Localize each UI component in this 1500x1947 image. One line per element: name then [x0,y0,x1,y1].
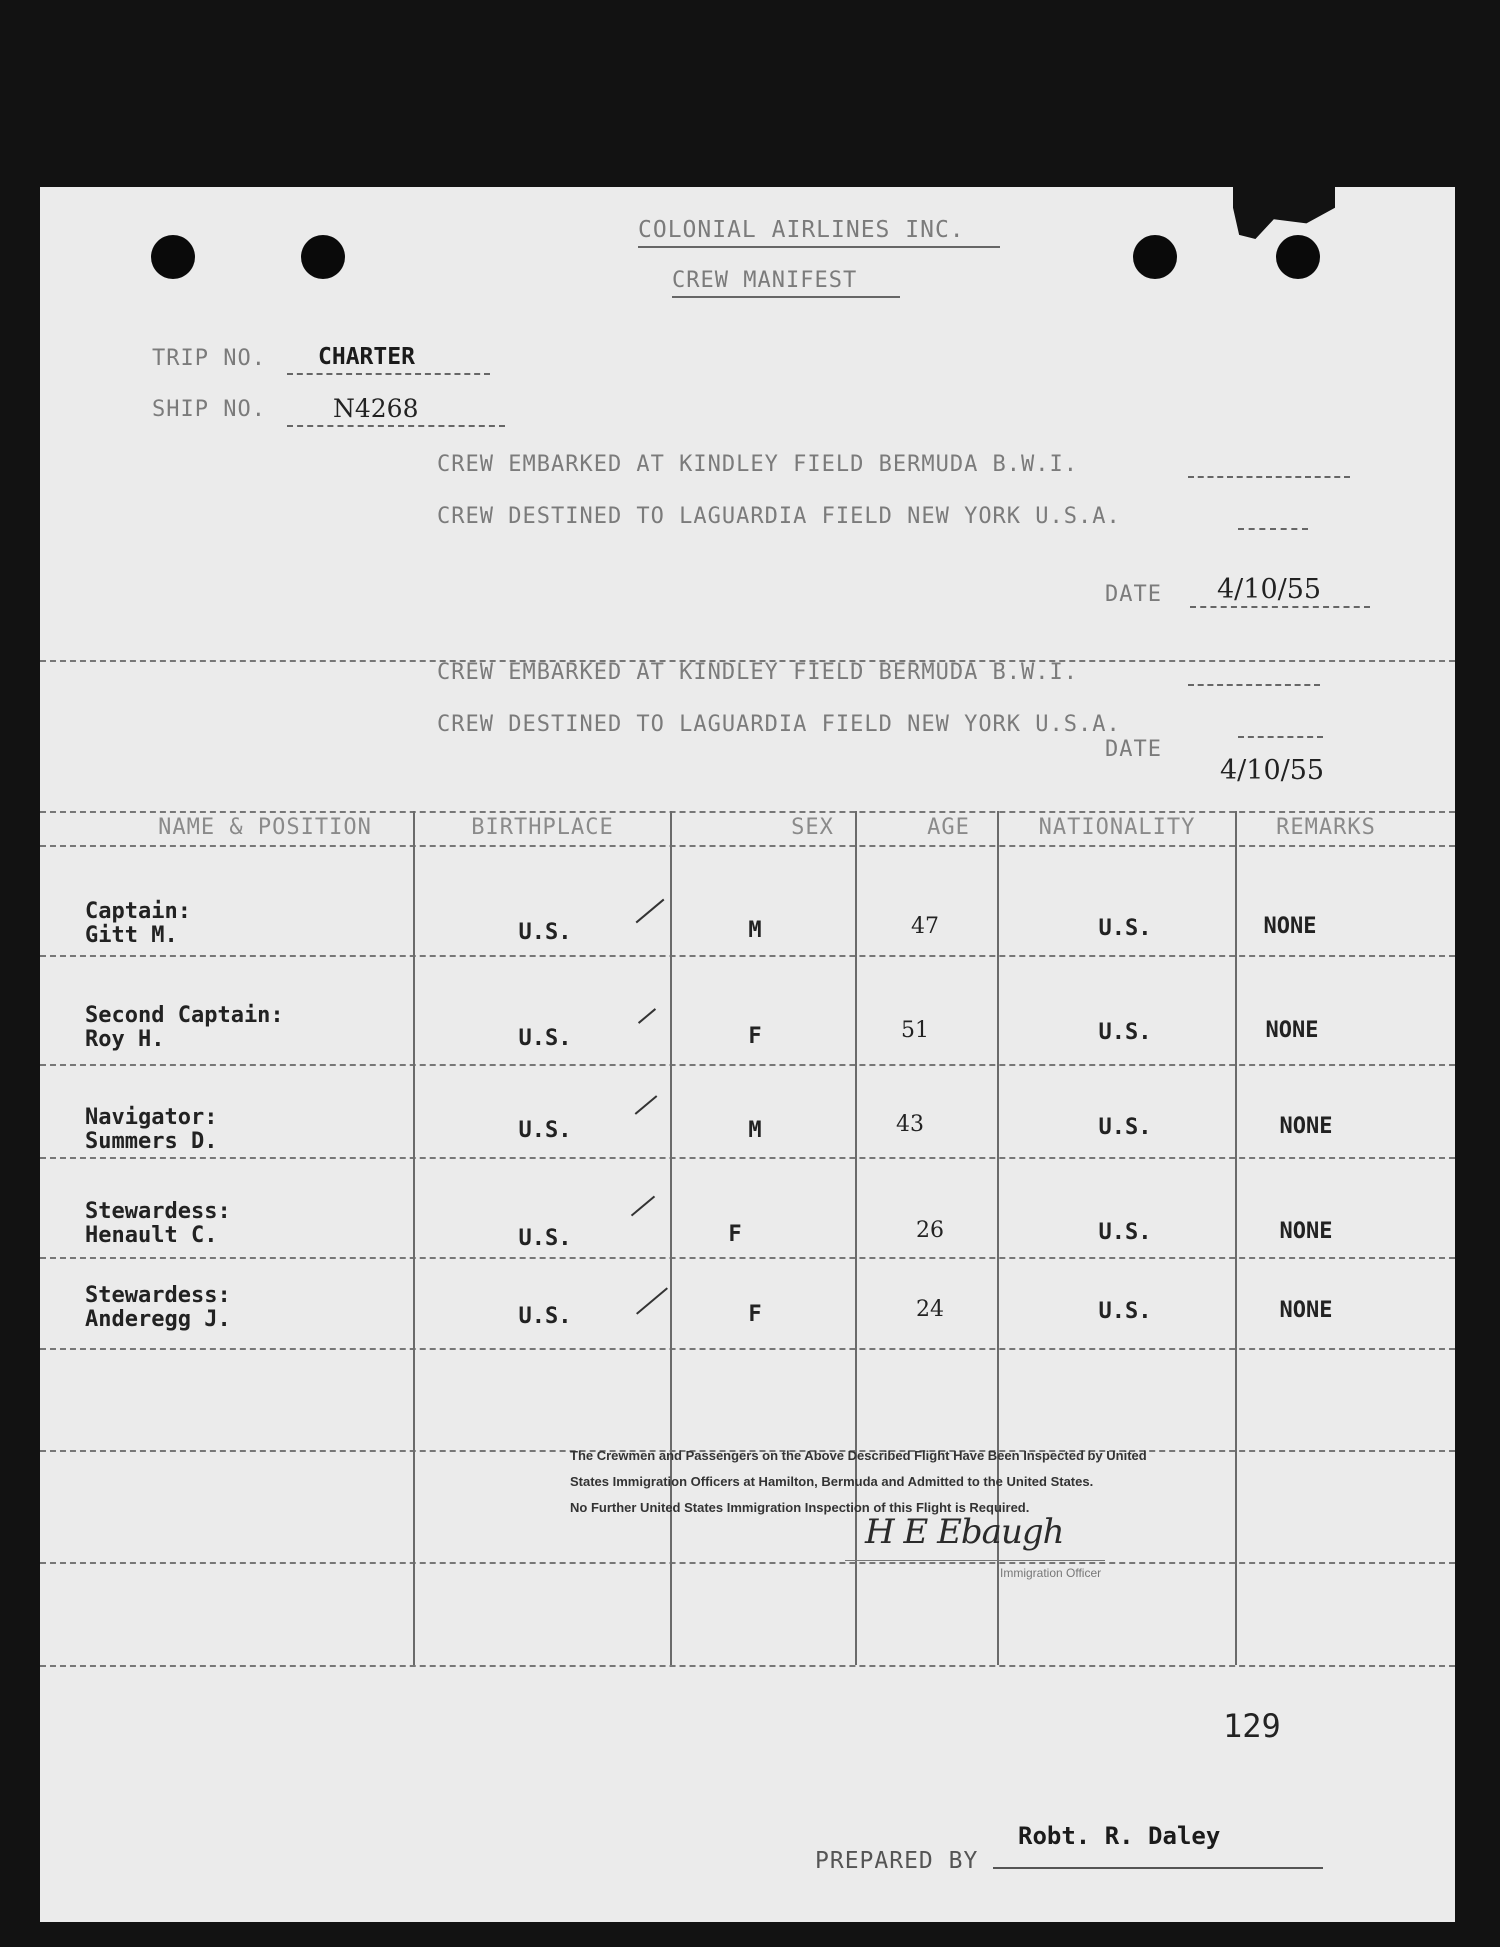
company-name: COLONIAL AIRLINES INC. [638,217,965,243]
sex-cell: F [748,1024,762,1049]
crew-name: Summers D. [85,1129,218,1154]
sex-cell: F [748,1302,762,1327]
page-number: 129 [1223,1707,1281,1745]
stamp-line-1: The Crewmen and Passengers on the Above Described Flight Have Been Inspected by United [570,1448,1147,1463]
table-row [85,900,191,948]
remarks-cell: NONE [1265,1018,1319,1043]
punch-hole [1276,235,1320,279]
crew-name: Gitt M. [85,923,178,948]
sex-cell: F [728,1222,742,1247]
stamp-line-2: States Immigration Officers at Hamilton, Bermuda and Admitted to the United States. [570,1474,1094,1489]
ship-label: SHIP NO. [152,397,266,422]
header-remarks: REMARKS [1276,815,1376,840]
manifest-page [40,187,1455,1922]
ship-value: N4268 [333,394,419,423]
stamp-line-3: No Further United States Immigration Inspection of this Flight is Required. [570,1500,1030,1515]
immigration-stamp [570,1443,1147,1521]
birthplace-cell: U.S. [518,1118,572,1143]
punch-hole [1133,235,1177,279]
nationality-cell: U.S. [1098,1115,1152,1140]
age-cell: 26 [916,1218,944,1243]
date-value: 4/10/55 [1217,574,1322,605]
header-birthplace: BIRTHPLACE [471,815,614,840]
destined-text: CREW DESTINED TO LAGUARDIA FIELD NEW YORK U.S.A. [437,504,1121,529]
embarked-text: CREW EMBARKED AT KINDLEY FIELD BERMUDA B.W.I. [437,452,1079,477]
age-cell: 24 [916,1297,944,1322]
punch-hole [301,235,345,279]
officer-caption: Immigration Officer [1000,1566,1102,1580]
header-age: AGE [927,815,970,840]
trip-value: CHARTER [318,344,415,370]
embarked-text-repeat: CREW EMBARKED AT KINDLEY FIELD BERMUDA B.W.I. [437,660,1079,685]
birthplace-cell: U.S. [518,1026,572,1051]
prepared-by-label: PREPARED BY [815,1848,979,1874]
crew-position: Captain: [85,899,191,924]
remarks-cell: NONE [1279,1298,1333,1323]
table-row [85,1284,231,1332]
nationality-cell: U.S. [1098,916,1152,941]
nationality-cell: U.S. [1098,1299,1152,1324]
birthplace-cell: U.S. [518,920,572,945]
sex-cell: M [748,918,762,943]
table-row [85,1004,284,1052]
header-name-position: NAME & POSITION [158,815,372,840]
officer-signature: H E Ebaugh [865,1512,1064,1552]
crew-position: Navigator: [85,1105,218,1130]
destined-text-repeat: CREW DESTINED TO LAGUARDIA FIELD NEW YORK U.S.A. [437,712,1121,737]
age-cell: 51 [901,1018,929,1043]
header-nationality: NATIONALITY [1038,815,1196,840]
table-row [85,1200,231,1248]
date-value-repeat: 4/10/55 [1220,755,1325,786]
birthplace-cell: U.S. [518,1226,572,1251]
nationality-cell: U.S. [1098,1220,1152,1245]
age-cell: 47 [911,914,939,939]
crew-name: Anderegg J. [85,1307,231,1332]
crew-position: Stewardess: [85,1283,231,1308]
crew-position: Second Captain: [85,1003,284,1028]
punch-hole [151,235,195,279]
table-row [85,1106,217,1154]
remarks-cell: NONE [1279,1219,1333,1244]
trip-label: TRIP NO. [152,346,266,371]
crew-position: Stewardess: [85,1199,231,1224]
prepared-by-name: Robt. R. Daley [1018,1822,1221,1850]
age-cell: 43 [896,1112,924,1137]
header-sex: SEX [791,815,834,840]
date-label-repeat: DATE [1105,737,1162,762]
sex-cell: M [748,1118,762,1143]
remarks-cell: NONE [1263,914,1317,939]
birthplace-cell: U.S. [518,1304,572,1329]
nationality-cell: U.S. [1098,1020,1152,1045]
date-label: DATE [1105,582,1162,607]
remarks-cell: NONE [1279,1114,1333,1139]
crew-name: Henault C. [85,1223,218,1248]
form-title: CREW MANIFEST [672,268,858,293]
crew-name: Roy H. [85,1027,165,1052]
